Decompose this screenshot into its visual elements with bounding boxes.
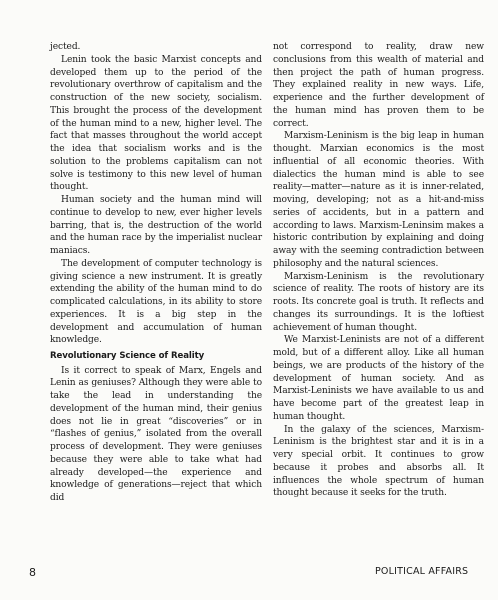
section-heading: Revolutionary Science of Reality [50, 351, 205, 361]
paragraph: Is it correct to speak of Marx, Engels and Lenin as geniuses? Although they were able to take the lead in understanding the development of the human mind, their genius does not lie in great “discoveries” or in “flashes of genius,” isolated from the overall process of development. They were geniuses because they were able to take what had already developed—the experience and knowledge of generations—reject that which did [50, 365, 262, 503]
left-column [50, 41, 262, 505]
paragraph: We Marxist-Leninists are not of a different mold, but of a different alloy. Like all human beings, we are products of the history of the development of human society. And as Marxist-Leninists we have available to us and have become part of the greatest leap in human thought. [273, 335, 484, 422]
paragraph: Marxism-Leninism is the revolutionary science of reality. The roots of history are its roots. Its concrete goal is truth. It reflects and changes its surroundings. It is the loftiest achievement of human thought. [273, 271, 484, 333]
paragraph: Marxism-Leninism is the big leap in human thought. Marxian economics is the most influential of all economic theories. With dialectics the human mind is able to see reality—matter—nature as it is inner-related, moving, developing; not as a hit-and-miss series of accidents, but in a pattern and according to laws. Marxism-Leninsim makes a historic contribution by explaining and doing away with the seeming contradiction between philosophy and the natural sciences. [273, 131, 484, 269]
paragraph: Lenin took the basic Marxist concepts and developed them up to the period of the revolutionary overthrow of capitalism and the construction of the new society, socialism. This brought the process of the development of the human mind to a new, higher level. The fact that masses throughout the world accept the idea that socialism works and is the solution to the problems capitalism can not solve is testimony to this new level of human thought. [50, 54, 262, 193]
paragraph: jected. [50, 42, 81, 52]
page-number: 8 [29, 566, 36, 579]
paragraph: Human society and the human mind will continue to develop to new, ever higher levels barring, that is, the destruction of the world and the human race by the imperialist nuclear maniacs. [50, 195, 262, 256]
paragraph: The development of computer technology is giving science a new instrument. It is greatly extending the ability of the human mind to do complicated calculations, in its ability to store experiences. It is a big step in the development and accumulation of human knowledge. [50, 258, 262, 346]
paragraph: not correspond to reality, draw new conclusions from this wealth of material and then project the path of human progress. They explained reality in new ways. Life, experience and the further development of the human mind has proven them to be correct. [273, 42, 484, 129]
publication-name: POLITICAL AFFAIRS [375, 566, 469, 577]
paragraph: In the galaxy of the sciences, Marxism-Leninism is the brightest star and it is in a very special orbit. It continues to grow because it probes and absorbs all. It influences the whole spectrum of human thought because it seeks for the truth. [273, 424, 484, 499]
right-column [273, 41, 484, 500]
